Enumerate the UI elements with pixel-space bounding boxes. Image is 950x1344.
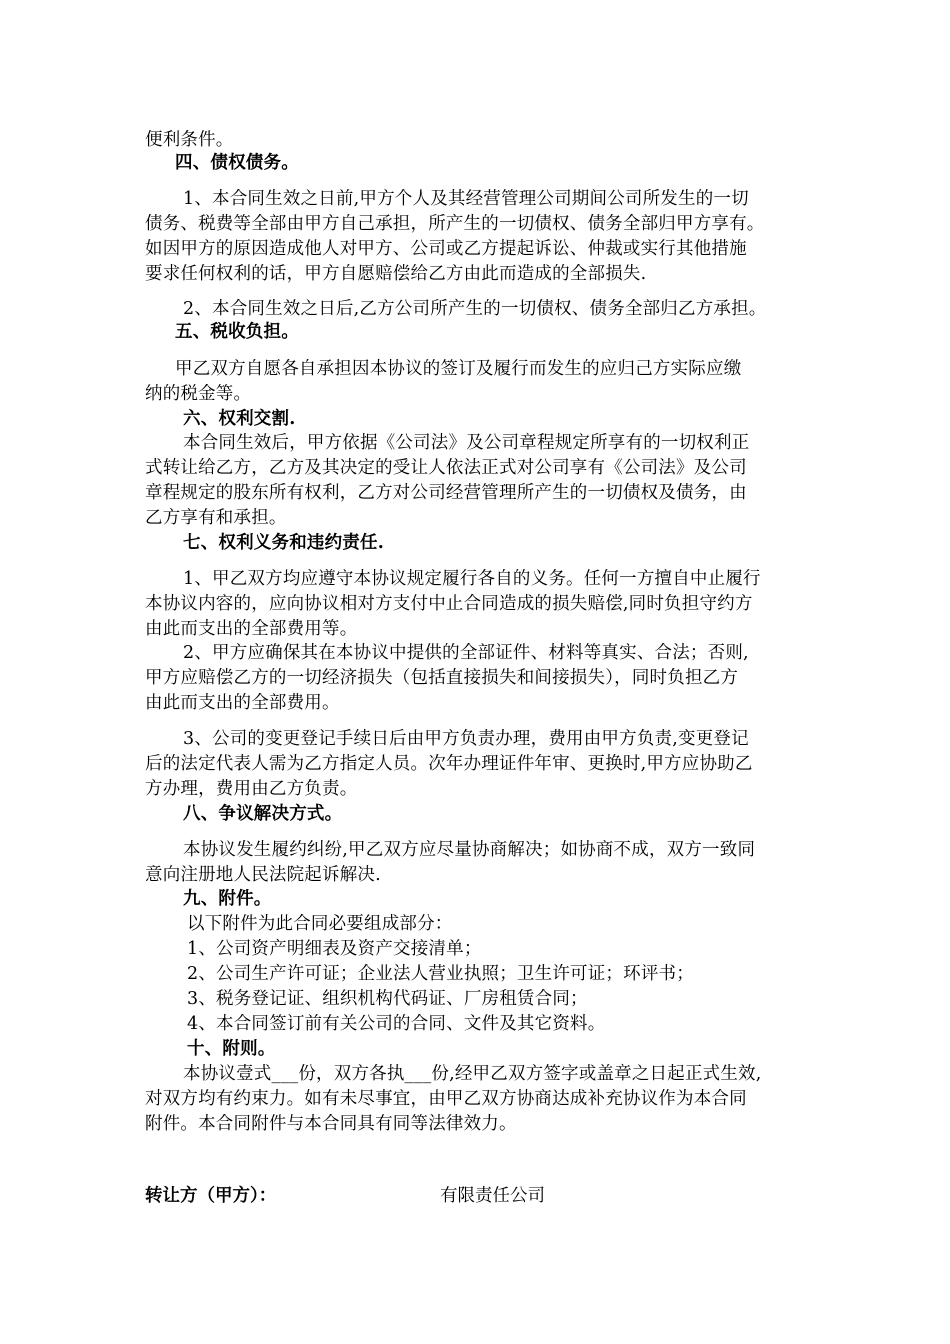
body-text-line: 本合同生效后，甲方依据《公司法》及公司章程规定所享有的一切权利正	[183, 433, 750, 453]
section-heading: 十、附则。	[187, 1039, 276, 1059]
body-text-line: 2、甲方应确保其在本协议中提供的全部证件、材料等真实、合法；否则,	[183, 643, 749, 663]
body-text-line: 便利条件。	[145, 130, 234, 150]
body-text-line: 2、公司生产许可证；企业法人营业执照；卫生许可证；环评书；	[187, 964, 694, 984]
section-heading: 六、权利交割.	[183, 409, 296, 429]
section-heading: 五、税收负担。	[175, 322, 299, 342]
transferor-label: 转让方（甲方）：	[145, 1186, 277, 1206]
body-text-line: 本协议壹式___份，双方各执___份,经甲乙双方签字或盖章之日起正式生效,	[183, 1064, 762, 1084]
body-text-line: 如因甲方的原因造成他人对甲方、公司或乙方提起诉讼、仲裁或实行其他措施	[145, 239, 747, 259]
body-text-line: 3、税务登记证、组织机构代码证、厂房租赁合同；	[187, 989, 588, 1009]
body-text-line: 纳的税金等。	[145, 384, 252, 404]
body-text-line: 意向注册地人民法院起诉解决.	[145, 865, 381, 885]
body-text-line: 甲方应赔偿乙方的一切经济损失（包括直接损失和间接损失），同时负担乙方	[145, 668, 739, 688]
body-text-line: 要求任何权利的话，甲方自愿赔偿给乙方由此而造成的全部损失.	[145, 264, 647, 284]
section-heading: 四、债权债务。	[175, 153, 299, 173]
section-heading: 八、争议解决方式。	[183, 804, 343, 824]
body-text-line: 乙方享有和承担。	[145, 508, 287, 528]
body-text-line: 4、本合同签订前有关公司的合同、文件及其它资料。	[187, 1014, 606, 1034]
body-text-line: 本协议内容的，应向协议相对方支付中止合同造成的损失赔偿,同时负担守约方	[145, 594, 753, 614]
body-text-line: 1、公司资产明细表及资产交接清单；	[187, 939, 482, 959]
body-text-line: 本协议发生履约纠纷,甲乙双方应尽量协商解决；如协商不成，双方一致同	[183, 840, 756, 860]
body-text-line: 甲乙双方自愿各自承担因本协议的签订及履行而发生的应归己方实际应缴	[175, 359, 742, 379]
body-text-line: 由此而支出的全部费用等。	[145, 619, 358, 639]
body-text-line: 附件。本合同附件与本合同具有同等法律效力。	[145, 1114, 517, 1134]
body-text-line: 后的法定代表人需为乙方指定人员。次年办理证件年审、更换时,甲方应协助乙	[145, 754, 753, 774]
body-text-line: 由此而支出的全部费用。	[145, 693, 340, 713]
body-text-line: 1、甲乙双方均应遵守本协议规定履行各自的义务。任何一方擅自中止履行	[183, 569, 761, 589]
body-text-line: 以下附件为此合同必要组成部分：	[187, 914, 453, 934]
body-text-line: 3、公司的变更登记手续日后由甲方负责办理，费用由甲方负责,变更登记	[183, 729, 749, 749]
body-text-line: 章程规定的股东所有权利，乙方对公司经营管理所产生的一切债权及债务，由	[145, 483, 747, 503]
body-text-line: 对双方均有约束力。如有未尽事宜，由甲乙双方协商达成补充协议作为本合同	[145, 1089, 747, 1109]
body-text-line: 方办理，费用由乙方负责。	[145, 779, 358, 799]
section-heading: 九、附件。	[183, 889, 272, 909]
body-text-line: 债务、税费等全部由甲方自己承担，所产生的一切债权、债务全部归甲方享有。	[145, 214, 765, 234]
section-heading: 七、权利义务和违约责任.	[183, 533, 384, 553]
company-name: 有限责任公司	[440, 1186, 545, 1206]
body-text-line: 1、本合同生效之日前,甲方个人及其经营管理公司期间公司所发生的一切	[183, 189, 749, 209]
body-text-line: 2、本合同生效之日后,乙方公司所产生的一切债权、债务全部归乙方承担。	[183, 299, 767, 319]
body-text-line: 式转让给乙方，乙方及其决定的受让人依法正式对公司享有《公司法》及公司	[145, 458, 747, 478]
